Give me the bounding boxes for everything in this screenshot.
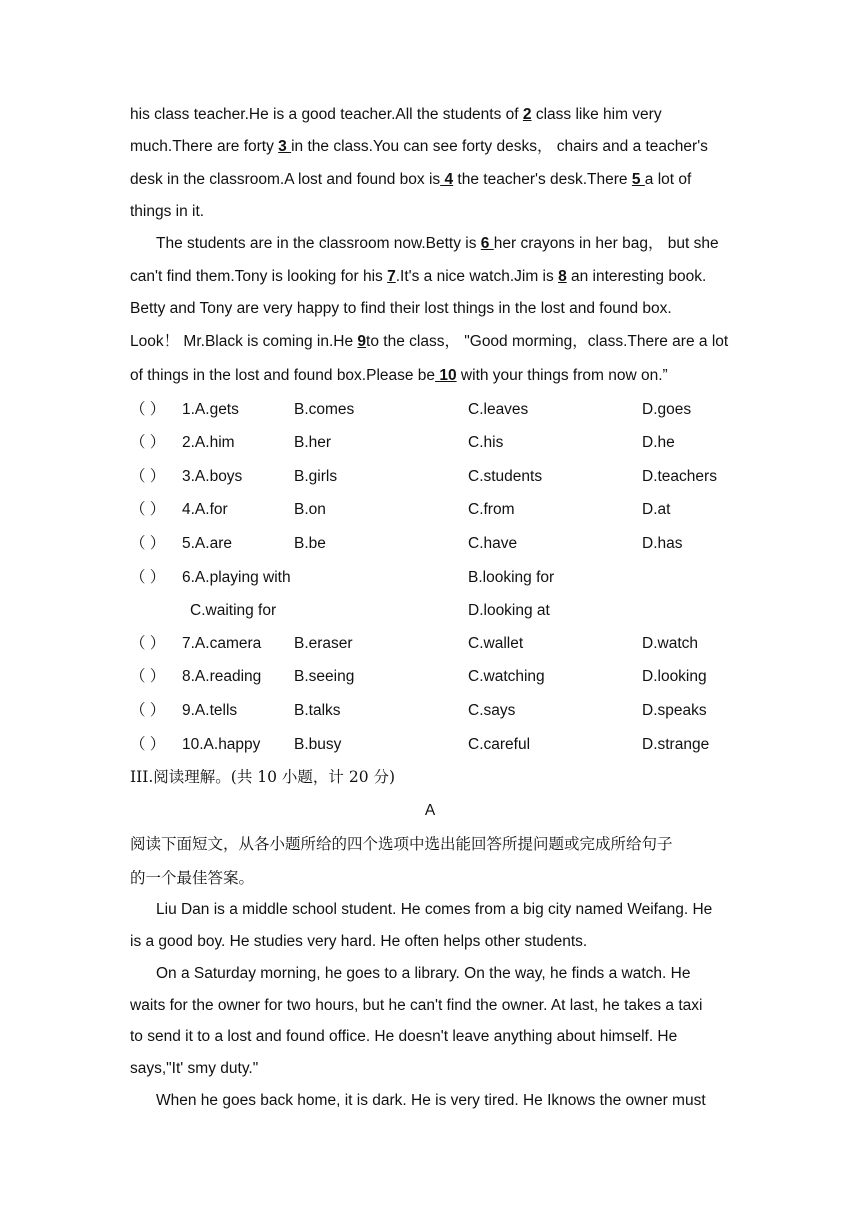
passage-text: much.There are forty (130, 138, 279, 155)
question-row (130, 467, 750, 487)
option-a: 8.A.reading (182, 668, 262, 685)
option-b: B.busy (294, 736, 342, 753)
option-a: 1.A.gets (182, 401, 239, 418)
option-a: 9.A.tells (182, 702, 238, 719)
passage-line-5 (156, 234, 732, 254)
passage-text: .It's a nice watch.Jim is (395, 268, 559, 285)
option-b: B.comes (294, 401, 355, 418)
reading-line-3: On a Saturday morning, he goes to a library. On the way, he finds a watch. He (156, 965, 691, 982)
option-c: C.says (468, 702, 516, 719)
option-a: 4.A.for (182, 501, 228, 518)
option-d: D.looking at (468, 602, 550, 619)
option-d: D.teachers (642, 468, 717, 485)
option-c: C.watching (468, 668, 545, 685)
option-d: D.speaks (642, 702, 707, 719)
option-c: C.from (468, 501, 515, 518)
answer-paren[interactable]: （ ） (130, 501, 166, 518)
option-d: D.he (642, 434, 675, 451)
passage-text: a lot of (644, 171, 692, 188)
passage-text: an interesting book. (566, 268, 707, 285)
option-d: D.goes (642, 401, 692, 418)
question-row (130, 400, 750, 420)
blank-6: 6 (480, 235, 494, 252)
question-row (130, 568, 750, 588)
option-c: C.have (468, 535, 518, 552)
option-b: B.talks (294, 702, 341, 719)
question-row-continued (130, 601, 750, 621)
option-b: B.eraser (294, 635, 353, 652)
option-b: B.girls (294, 468, 338, 485)
instruction-line-1: 阅读下面短文，从各小题所给的四个选项中选出能回答所提问题或完成所给句子 (130, 835, 673, 853)
passage-line-8 (130, 332, 732, 352)
passage-text: of things in the lost and found box.Please be (130, 367, 436, 384)
passage-line-6 (130, 267, 732, 287)
blank-10: 10 (435, 367, 457, 384)
option-a: 7.A.camera (182, 635, 262, 652)
passage-text: The students are in the classroom now.Betty is (156, 235, 481, 252)
option-a: 6.A.playing with (182, 569, 291, 586)
section-subheading: A (424, 802, 436, 819)
option-c: C.careful (468, 736, 531, 753)
blank-7: 7 (387, 268, 396, 285)
option-d: D.watch (642, 635, 698, 652)
option-b: B.seeing (294, 668, 355, 685)
passage-text: desk in the classroom.A lost and found box is (130, 171, 441, 188)
reading-line-1: Liu Dan is a middle school student. He comes from a big city named Weifang. He (156, 901, 713, 918)
question-row (130, 500, 750, 520)
passage-text: Betty and Tony are very happy to find their lost things in the lost and found box. (130, 300, 672, 317)
passage-text: class like him very (531, 106, 662, 123)
question-row (130, 634, 750, 654)
reading-line-6: says,"It' smy duty." (130, 1060, 259, 1077)
option-d: D.looking (642, 668, 707, 685)
passage-text: to the class， "Good morming，class.There are a lot (366, 333, 729, 350)
option-b: B.looking for (468, 569, 555, 586)
option-c: C.waiting for (190, 602, 277, 619)
question-row (130, 701, 750, 721)
passage-line-7 (130, 299, 732, 319)
passage-text: his class teacher.He is a good teacher.All the students of (130, 106, 523, 123)
reading-line-7: When he goes back home, it is dark. He is very tired. He Iknows the owner must (156, 1092, 706, 1109)
passage-text: with your things from now on.” (456, 367, 668, 384)
answer-paren[interactable]: （ ） (130, 668, 166, 685)
passage-line-2 (130, 137, 732, 157)
blank-8: 8 (558, 268, 567, 285)
blank-4: 4 (440, 171, 454, 188)
passage-text: can't find them.Tony is looking for his (130, 268, 388, 285)
reading-line-5: to send it to a lost and found office. He doesn't leave anything about himself. He (130, 1028, 678, 1045)
blank-5: 5 (631, 171, 645, 188)
option-c: C.students (468, 468, 543, 485)
option-c: C.wallet (468, 635, 524, 652)
passage-line-1 (130, 105, 732, 125)
reading-line-2: is a good boy. He studies very hard. He often helps other students. (130, 933, 588, 950)
option-c: C.his (468, 434, 504, 451)
blank-3: 3 (278, 138, 292, 155)
option-d: D.strange (642, 736, 710, 753)
question-row (130, 534, 750, 554)
passage-line-4 (130, 202, 732, 222)
option-c: C.leaves (468, 401, 529, 418)
option-a: 10.A.happy (182, 736, 261, 753)
reading-line-4: waits for the owner for two hours, but he can't find the owner. At last, he takes a taxi (130, 997, 703, 1014)
instruction-line-2: 的一个最佳答案。 (130, 869, 255, 887)
answer-paren[interactable]: （ ） (130, 401, 166, 418)
passage-text: the teacher's desk.There (453, 171, 632, 188)
option-b: B.be (294, 535, 326, 552)
passage-text: things in it. (130, 203, 205, 220)
passage-text: in the class.You can see forty desks， chairs and a teacher's (291, 138, 708, 155)
answer-paren[interactable]: （ ） (130, 702, 166, 719)
option-a: 2.A.him (182, 434, 235, 451)
passage-line-3 (130, 170, 732, 190)
passage-line-9 (130, 366, 732, 386)
passage-text: her crayons in her bag， but she (493, 235, 719, 252)
answer-paren[interactable]: （ ） (130, 434, 166, 451)
option-a: 5.A.are (182, 535, 232, 552)
answer-paren[interactable]: （ ） (130, 635, 166, 652)
option-a: 3.A.boys (182, 468, 243, 485)
option-d: D.has (642, 535, 683, 552)
option-d: D.at (642, 501, 671, 518)
answer-paren[interactable]: （ ） (130, 569, 166, 586)
answer-paren[interactable]: （ ） (130, 736, 166, 753)
answer-paren[interactable]: （ ） (130, 468, 166, 485)
passage-text: Look！ Mr.Black is coming in.He (130, 333, 358, 350)
section-heading: III.阅读理解。(共 10 小题，计 20 分) (130, 768, 396, 786)
blank-9: 9 (357, 333, 367, 350)
question-row (130, 667, 750, 687)
option-b: B.on (294, 501, 326, 518)
blank-2: 2 (522, 106, 532, 123)
question-row (130, 433, 750, 453)
option-b: B.her (294, 434, 332, 451)
answer-paren[interactable]: （ ） (130, 535, 166, 552)
question-row (130, 735, 750, 755)
